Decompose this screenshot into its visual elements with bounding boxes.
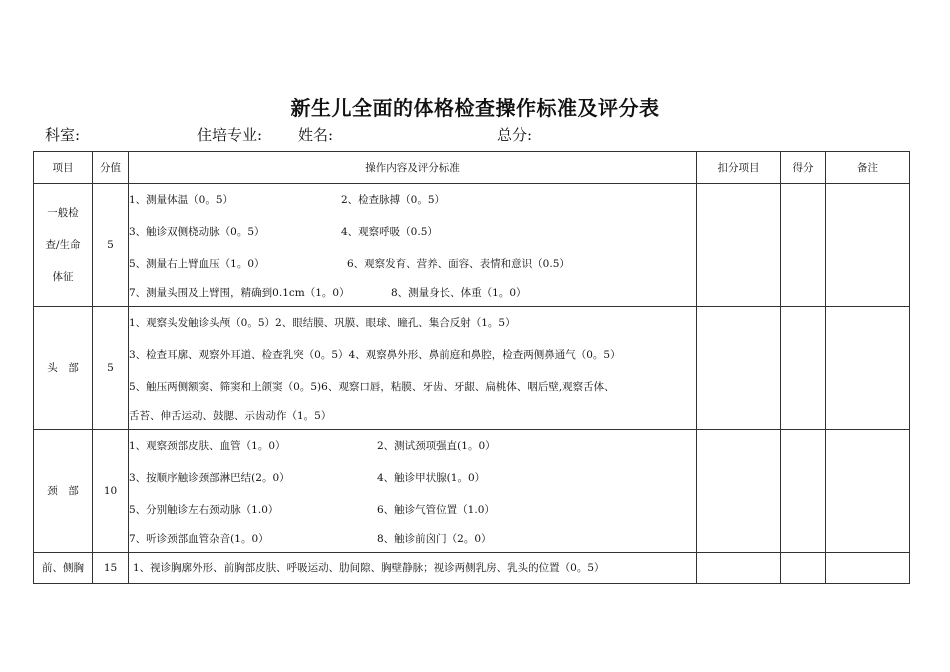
criterion: 2、检查脉搏（0。5） [341, 194, 446, 206]
header-deduction: 扣分项目 [697, 152, 781, 184]
criterion: 2、测试颈项强直(1。0） [377, 440, 496, 452]
row-item [34, 307, 93, 430]
table-row [34, 430, 910, 553]
criterion: 3、按顺序触诊颈部淋巴结(2。0） [129, 472, 290, 484]
item-line: 查/生命 [45, 239, 81, 251]
criterion: 6、触诊气管位置（1.0） [377, 504, 495, 516]
item-line: 颈 部 [47, 485, 79, 497]
deduction-cell[interactable] [697, 307, 781, 430]
item-line: 一般检 [47, 207, 79, 219]
form-title: 新生儿全面的体格检查操作标准及评分表 [290, 96, 660, 120]
table-row [34, 553, 910, 584]
row-content [129, 307, 697, 430]
scoring-table [33, 151, 910, 584]
department-label: 科室: [45, 126, 81, 144]
criterion: 4、观察呼吸（0.5） [341, 226, 438, 238]
row-score: 5 [93, 307, 129, 430]
header-score: 分值 [93, 152, 129, 184]
criterion: 5、分别触诊左右颈动脉（1.0） [129, 504, 279, 516]
criterion: 舌苔、伸舌运动、鼓腮、示齿动作（1。5） [129, 410, 332, 422]
criterion: 6、观察发育、营养、面容、表情和意识（0.5） [347, 258, 570, 270]
criterion: 3、检查耳廓、观察外耳道、检查乳突（0。5）4、观察鼻外形、鼻前庭和鼻腔，检查两侧鼻通气（0。5） [129, 349, 621, 361]
criterion: 3、触诊双侧桡动脉（0。5） [129, 226, 265, 238]
item-line: 前、侧胸 [42, 562, 84, 574]
remarks-cell[interactable] [826, 184, 910, 307]
table-header-row [34, 152, 910, 184]
row-item [34, 430, 93, 553]
header-item: 项目 [34, 152, 93, 184]
header-content: 操作内容及评分标准 [129, 152, 697, 184]
criterion: 7、听诊颈部血管杂音(1。0） [129, 533, 269, 545]
row-score: 10 [93, 430, 129, 553]
criterion: 7、测量头围及上臂围，精确到0.1cm（1。0） [129, 287, 350, 299]
row-content [129, 553, 697, 584]
deduction-cell[interactable] [697, 553, 781, 584]
criterion: 1、观察颈部皮肤、血管（1。0） [129, 440, 286, 452]
remarks-cell[interactable] [826, 430, 910, 553]
row-item [34, 553, 93, 584]
remarks-cell[interactable] [826, 553, 910, 584]
points-cell[interactable] [781, 553, 826, 584]
row-content [129, 184, 697, 307]
criterion: 1、测量体温（0。5） [129, 194, 234, 206]
criterion: 5、触压两侧额窦、筛窦和上颌窦（0。5)6、观察口唇，粘膜、牙齿、牙龈、扁桃体、咽后壁,观察舌体、 [129, 381, 615, 393]
row-score: 15 [93, 553, 129, 584]
table-row [34, 184, 910, 307]
remarks-cell[interactable] [826, 307, 910, 430]
criterion: 4、触诊甲状腺(1。0） [377, 472, 486, 484]
total-score-label: 总分: [497, 126, 533, 144]
points-cell[interactable] [781, 430, 826, 553]
row-content [129, 430, 697, 553]
header-points: 得分 [781, 152, 826, 184]
criterion: 8、测量身长、体重（1。0） [391, 287, 527, 299]
deduction-cell[interactable] [697, 184, 781, 307]
criterion: 8、触诊前囟门（2。0） [377, 533, 492, 545]
points-cell[interactable] [781, 307, 826, 430]
header-remarks: 备注 [826, 152, 910, 184]
item-line: 头 部 [47, 362, 79, 374]
deduction-cell[interactable] [697, 430, 781, 553]
table-row [34, 307, 910, 430]
item-line: 体征 [52, 271, 74, 283]
row-item [34, 184, 93, 307]
name-label: 姓名: [298, 126, 334, 144]
points-cell[interactable] [781, 184, 826, 307]
criterion: 1、观察头发触诊头颅（0。5）2、眼结膜、巩膜、眼球、瞳孔、集合反射（1。5） [129, 317, 516, 329]
criterion: 1、视诊胸廓外形、前胸部皮肤、呼吸运动、肋间隙、胸壁静脉；视诊两侧乳房、乳头的位置（0。5） [133, 562, 605, 574]
specialty-label: 住培专业: [197, 126, 263, 144]
row-score: 5 [93, 184, 129, 307]
criterion: 5、测量右上臂血压（1。0） [129, 258, 265, 270]
